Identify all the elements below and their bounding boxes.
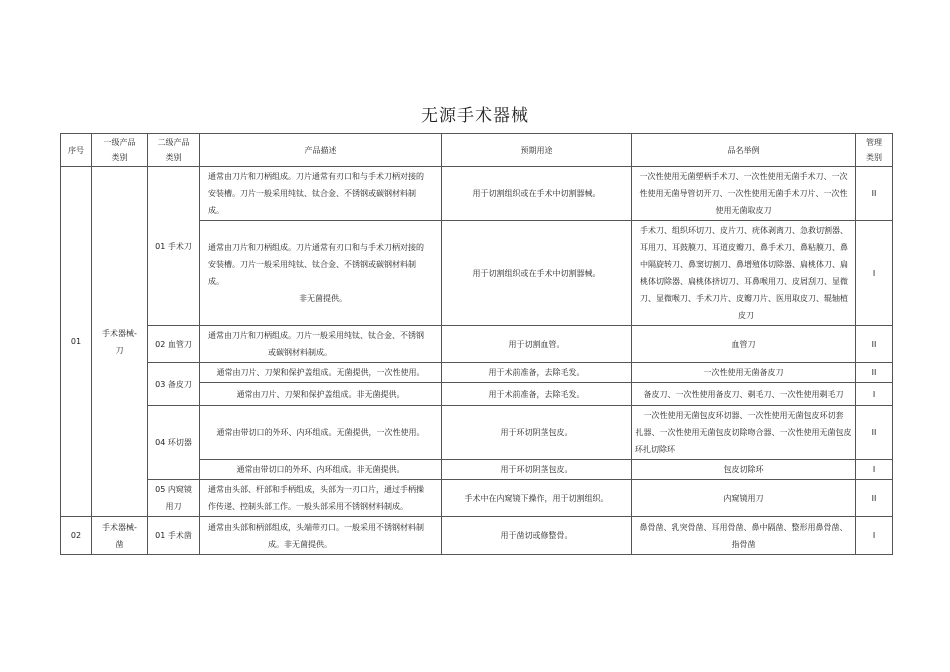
class-cell: II [856,406,893,460]
header-class: 管理 类别 [856,134,893,167]
catalog-table [60,133,893,555]
desc-cell: 通常由带切口的外环、内环组成。非无菌提供。 [200,460,442,480]
cat2-cell: 01 手术凿 [148,517,200,555]
table-row [61,480,893,517]
class-cell: I [856,383,893,406]
header-use: 预期用途 [442,134,632,167]
use-cell: 用于环切阴茎包皮。 [442,406,632,460]
header-desc: 产品描述 [200,134,442,167]
seq-cell: 02 [61,517,92,555]
table-row [61,406,893,460]
examples-cell: 内窥镜用刀 [632,480,856,517]
class-cell: II [856,363,893,383]
table-row [61,363,893,383]
note-text: 非无菌提供。 [299,294,347,303]
class-cell: I [856,517,893,555]
examples-cell: 一次性使用无菌包皮环切器、一次性使用无菌包皮环切套 扎器、一次性使用无菌包皮切除吻合器、一次性使用无菌包皮 环扎切除环 [632,406,856,460]
seq-cell: 01 [61,167,92,517]
examples-cell: 鼻骨凿、乳突骨凿、耳用骨凿、鼻中隔凿、整形用鼻骨凿、 指骨凿 [632,517,856,555]
table-row [61,517,893,555]
desc-cell: 通常由头部、杆部和手柄组成，头部为一刃口片，通过手柄操 作传递、控制头部工作。一般头部采用不锈钢材料制成。 [200,480,442,517]
header-row [61,134,893,167]
page-title: 无源手术器械 [421,106,529,126]
cat2-cell: 03 备皮刀 [148,363,200,406]
cat2-cell: 04 环切器 [148,406,200,480]
class-cell: I [856,221,893,326]
class-cell: I [856,460,893,480]
desc-cell: 通常由刀片和刀柄组成。刀片通常有刃口和与手术刀柄对接的 安装槽。刀片一般采用纯钛、钛合金、不锈钢或碳钢材料制 成。 非无菌提供。 [200,221,442,326]
header-cat2: 二级产品 类别 [148,134,200,167]
header-examples: 品名举例 [632,134,856,167]
desc-cell: 通常由带切口的外环、内环组成。无菌提供，一次性使用。 [200,406,442,460]
table-row [61,167,893,221]
use-cell: 用于术前准备，去除毛发。 [442,383,632,406]
use-cell: 用于术前准备，去除毛发。 [442,363,632,383]
desc-cell: 通常由头部和柄部组成，头端带刃口。一般采用不锈钢材料制 成。非无菌提供。 [200,517,442,555]
desc-cell: 通常由刀片、刀架和保护盖组成。无菌提供，一次性使用。 [200,363,442,383]
use-cell: 用于切割血管。 [442,326,632,363]
header-seq: 序号 [61,134,92,167]
desc-cell: 通常由刀片和刀柄组成。刀片通常有刃口和与手术刀柄对接的 安装槽。刀片一般采用纯钛、钛合金、不锈钢或碳钢材料制 成。 [200,167,442,221]
cat2-cell: 05 内窥镜 用刀 [148,480,200,517]
desc-cell: 通常由刀片和刀柄组成。刀片一般采用纯钛、钛合金、不锈钢 或碳钢材料制成。 [200,326,442,363]
table-row [61,326,893,363]
cat1-cell: 手术器械- 刀 [92,167,148,517]
use-cell: 手术中在内窥镜下操作，用于切割组织。 [442,480,632,517]
examples-cell: 一次性使用无菌备皮刀 [632,363,856,383]
use-cell: 用于环切阴茎包皮。 [442,460,632,480]
examples-cell: 血管刀 [632,326,856,363]
desc-cell: 通常由刀片、刀架和保护盖组成。非无菌提供。 [200,383,442,406]
examples-cell: 手术刀、组织环切刀、皮片刀、疣体剥离刀、急救切割器、 耳用刀、耳鼓膜刀、耳道皮瓣刀、鼻手术刀、鼻粘膜刀、鼻 中隔旋转刀、鼻窦切割刀、鼻增殖体切除器、扁桃体刀、扁 桃体切除器、扁桃体挤切刀、耳鼻喉用刀、皮屑刮刀、显微 刀、显微喉刀、手术刀片、皮瓣刀片、医用取皮刀、辊轴植 皮刀 [632,221,856,326]
examples-cell: 包皮切除环 [632,460,856,480]
cat1-cell: 手术器械- 凿 [92,517,148,555]
class-cell: II [856,167,893,221]
use-cell: 用于凿切或修整骨。 [442,517,632,555]
use-cell: 用于切割组织或在手术中切割器械。 [442,221,632,326]
class-cell: II [856,326,893,363]
examples-cell: 备皮刀、一次性使用备皮刀、剃毛刀、一次性使用剃毛刀 [632,383,856,406]
header-cat1: 一级产品 类别 [92,134,148,167]
cat2-cell: 01 手术刀 [148,167,200,326]
use-cell: 用于切割组织或在手术中切割器械。 [442,167,632,221]
examples-cell: 一次性使用无菌塑柄手术刀、一次性使用无菌手术刀、一次 性使用无菌导管切开刀、一次性使用无菌手术刀片、一次性 使用无菌取皮刀 [632,167,856,221]
class-cell: II [856,480,893,517]
cat2-cell: 02 血管刀 [148,326,200,363]
